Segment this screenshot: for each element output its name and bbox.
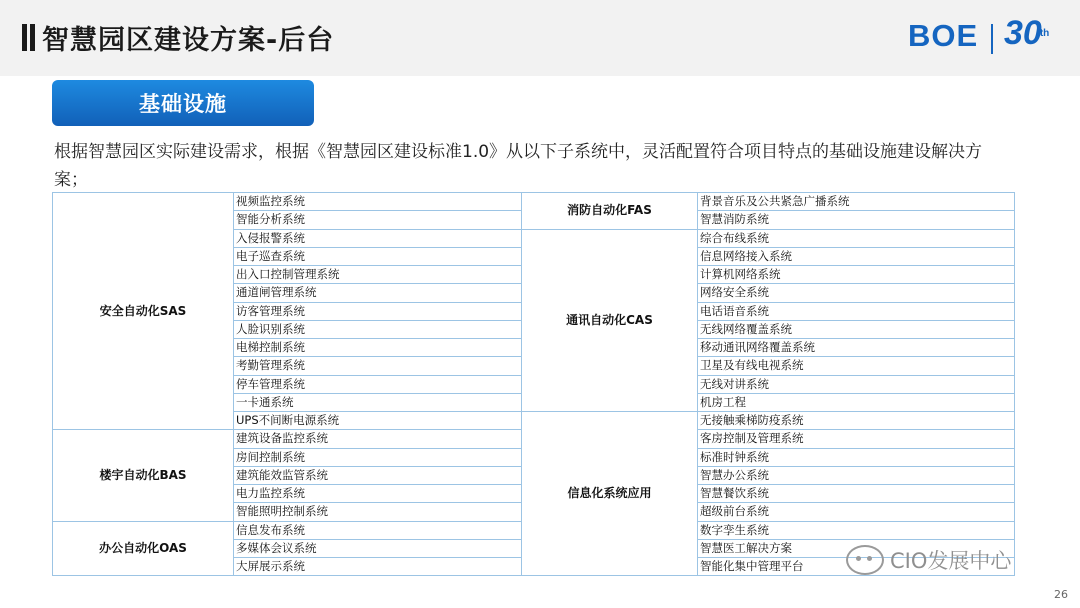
subsystem-cell: 信息发布系统 xyxy=(234,521,522,539)
subsystem-cell: 建筑设备监控系统 xyxy=(234,430,522,448)
subsystem-cell: 数字孪生系统 xyxy=(698,521,1015,539)
subsystem-cell: 智慧办公系统 xyxy=(698,466,1015,484)
anniversary-suffix: th xyxy=(1039,28,1050,39)
subsystem-cell: 通道闸管理系统 xyxy=(234,284,522,302)
table-row xyxy=(53,193,1015,211)
category-cell: 通讯自动化CAS xyxy=(522,229,698,412)
subsystem-cell: 房间控制系统 xyxy=(234,448,522,466)
subsystem-cell: 无线对讲系统 xyxy=(698,375,1015,393)
subsystem-cell: 电子巡查系统 xyxy=(234,247,522,265)
subsystem-cell: 智能照明控制系统 xyxy=(234,503,522,521)
watermark xyxy=(846,545,1011,575)
wechat-icon xyxy=(846,545,884,575)
subsystem-cell: 智慧医工解决方案 xyxy=(698,539,1015,557)
anniversary-logo xyxy=(1004,14,1051,53)
subsystem-cell: 智能化集中管理平台 xyxy=(698,558,1015,576)
category-cell: 安全自动化SAS xyxy=(53,193,234,430)
subsystem-cell: 综合布线系统 xyxy=(698,229,1015,247)
subsystem-cell: 机房工程 xyxy=(698,393,1015,411)
watermark-text: CIO发展中心 xyxy=(890,549,1012,573)
subsystem-cell: 信息网络接入系统 xyxy=(698,247,1015,265)
subsystem-cell: 停车管理系统 xyxy=(234,375,522,393)
title-marker-bar xyxy=(30,24,35,51)
subsystem-cell: 多媒体会议系统 xyxy=(234,539,522,557)
category-cell: 消防自动化FAS xyxy=(522,193,698,230)
subsystem-cell: UPS不间断电源系统 xyxy=(234,412,522,430)
boe-logo: BOE xyxy=(908,18,979,53)
subsystem-cell: 计算机网络系统 xyxy=(698,266,1015,284)
subsystem-cell: 大屏展示系统 xyxy=(234,558,522,576)
category-cell: 办公自动化OAS xyxy=(53,521,234,576)
page-number: 26 xyxy=(1054,588,1068,601)
subsystem-cell: 电力监控系统 xyxy=(234,485,522,503)
subsystem-cell: 无线网络覆盖系统 xyxy=(698,320,1015,338)
subsystem-cell: 背景音乐及公共紧急广播系统 xyxy=(698,193,1015,211)
page-title: 智慧园区建设方案-后台 xyxy=(42,25,335,56)
subsystem-cell: 人脸识别系统 xyxy=(234,320,522,338)
intro-paragraph: 根据智慧园区实际建设需求，根据《智慧园区建设标准1.0》从以下子系统中，灵活配置符合项目特点的基础设施建设解决方案； xyxy=(54,142,983,190)
subsystem-cell: 标准时钟系统 xyxy=(698,448,1015,466)
subsystem-table xyxy=(52,192,1015,576)
subsystem-cell: 视频监控系统 xyxy=(234,193,522,211)
subsystem-cell: 电梯控制系统 xyxy=(234,339,522,357)
logo-divider xyxy=(991,24,993,54)
category-cell: 楼宇自动化BAS xyxy=(53,430,234,521)
subsystem-cell: 智慧消防系统 xyxy=(698,211,1015,229)
subsystem-cell: 一卡通系统 xyxy=(234,393,522,411)
subsystem-cell: 电话语音系统 xyxy=(698,302,1015,320)
section-heading: 基础设施 xyxy=(52,80,314,126)
subsystem-cell: 移动通讯网络覆盖系统 xyxy=(698,339,1015,357)
subsystem-cell: 超级前台系统 xyxy=(698,503,1015,521)
anniversary-number: 30 xyxy=(1004,14,1042,52)
subsystem-cell: 网络安全系统 xyxy=(698,284,1015,302)
subsystem-cell: 出入口控制管理系统 xyxy=(234,266,522,284)
subsystem-cell: 智能分析系统 xyxy=(234,211,522,229)
subsystem-cell: 建筑能效监管系统 xyxy=(234,466,522,484)
subsystem-cell: 考勤管理系统 xyxy=(234,357,522,375)
subsystem-cell: 客房控制及管理系统 xyxy=(698,430,1015,448)
title-marker-bar xyxy=(22,24,27,51)
subsystem-cell: 访客管理系统 xyxy=(234,302,522,320)
subsystem-cell: 智慧餐饮系统 xyxy=(698,485,1015,503)
subsystem-cell: 无接触乘梯防疫系统 xyxy=(698,412,1015,430)
category-cell: 信息化系统应用 xyxy=(522,412,698,576)
subsystem-cell: 入侵报警系统 xyxy=(234,229,522,247)
subsystem-cell: 卫星及有线电视系统 xyxy=(698,357,1015,375)
